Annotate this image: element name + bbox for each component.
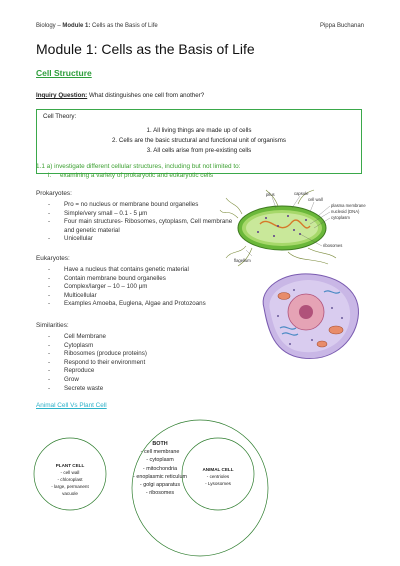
label-cell-wall: cell wall — [308, 197, 323, 202]
inquiry-question — [36, 92, 204, 99]
venn-both-title: BOTH — [152, 441, 168, 447]
label-nucleoid: nucleoid (DNA) — [331, 209, 360, 214]
list-item: - mitochondria — [142, 465, 178, 472]
similarities-label: Similarities: — [36, 322, 69, 329]
animal-cell-illustration — [250, 268, 366, 364]
list-item: - Unicellular — [36, 235, 236, 244]
venn-animal — [192, 466, 244, 487]
venn-plant — [40, 462, 100, 497]
eukaryotes-list — [36, 266, 236, 309]
list-item: - Grow — [36, 376, 236, 385]
header-author: Pippa Buchanan — [319, 23, 364, 29]
list-item: 2. Cells are the basic structural and functional unit of organisms — [111, 137, 287, 144]
list-item: - ribosomes — [145, 490, 175, 497]
eukaryotes-label: Eukaryotes: — [36, 255, 70, 262]
list-item: 3. All cells arise from pre-existing cells — [146, 147, 252, 154]
venn-plant-title: PLANT CELL — [55, 463, 85, 468]
inquiry-label: Inquiry Question: — [36, 92, 88, 99]
venn-animal-title: ANIMAL CELL — [202, 467, 234, 472]
label-ribosomes: ribosomes — [323, 243, 343, 248]
list-item: - Reproduce — [36, 367, 236, 376]
list-item: - large, permanent — [51, 484, 89, 489]
list-item: - Pro = no nucleus or membrane bound organelles — [36, 201, 236, 210]
bacterium-illustration — [218, 188, 368, 268]
list-item: - cytoplasm — [146, 457, 174, 464]
list-item: - Ribosomes (produce proteins) — [36, 350, 236, 359]
list-item: - Have a nucleus that contains genetic material — [36, 266, 236, 275]
list-item: - Simple/very small – 0.1 - 5 μm — [36, 210, 236, 219]
syllabus-roman: i. — [48, 172, 52, 179]
prokaryotes-label: Prokaryotes: — [36, 190, 72, 197]
prokaryotes-list — [36, 201, 236, 244]
list-item: - Respond to their environment — [36, 359, 236, 368]
list-item: - cell wall — [60, 470, 80, 475]
header-module-rest: Cells as the Basis of Life — [90, 23, 158, 29]
list-item: - Examples Amoeba, Euglena, Algae and Protozoans — [36, 300, 236, 309]
list-item: - golgi apparatus — [139, 482, 181, 489]
page-title: Module 1: Cells as the Basis of Life — [36, 41, 255, 57]
label-capsule: capsule — [294, 191, 309, 196]
label-cytoplasm: cytoplasm — [331, 215, 350, 220]
list-item: - Cell Membrane — [36, 333, 236, 342]
header-subject — [36, 23, 158, 29]
list-item: - Multicellular — [36, 292, 236, 301]
list-item: - Secrete waste — [36, 385, 236, 394]
list-item: - Cytoplasm — [36, 342, 236, 351]
cell-theory-list — [37, 126, 361, 156]
list-item: - centrioles — [206, 474, 230, 479]
syllabus-point: 1.1 a) investigate different cellular structures, including but not limited to: — [36, 163, 241, 170]
label-pilus: pilus — [266, 192, 275, 197]
label-plasma-membrane: plasma membrane — [331, 203, 366, 208]
list-item: - chloroplast — [57, 477, 83, 482]
list-item: - Four main structures- Ribosomes, cytoplasm, Cell membrane and genetic material — [36, 218, 236, 235]
similarities-list — [36, 333, 236, 393]
inquiry-text: What distinguishes one cell from another? — [87, 92, 205, 99]
animal-vs-plant-link[interactable]: Animal Cell Vs Plant Cell — [36, 402, 107, 409]
label-flagellum: flagellum — [234, 258, 251, 263]
cell-theory-title: Cell Theory: — [43, 113, 77, 120]
section-heading: Cell Structure — [36, 68, 92, 78]
header-module-bold: Module 1: — [62, 23, 91, 29]
list-item: 1. All living things are made up of cells — [146, 127, 252, 134]
venn-both — [118, 440, 202, 497]
list-item: - enoplasmic reticulum — [133, 473, 187, 480]
list-item: - Contain membrane bound organelles — [36, 275, 236, 284]
list-item: - Complex/larger – 10 – 100 μm — [36, 283, 236, 292]
header-subject-prefix: Biology – — [36, 23, 63, 29]
syllabus-subpoint-text: examining a variety of prokaryotic and eukaryotic cells — [60, 172, 214, 179]
syllabus-subpoint — [48, 172, 213, 179]
list-item: - cell membrane — [140, 449, 180, 456]
list-item: - Lysosomes — [205, 481, 231, 486]
list-item: vacuole — [62, 491, 78, 496]
